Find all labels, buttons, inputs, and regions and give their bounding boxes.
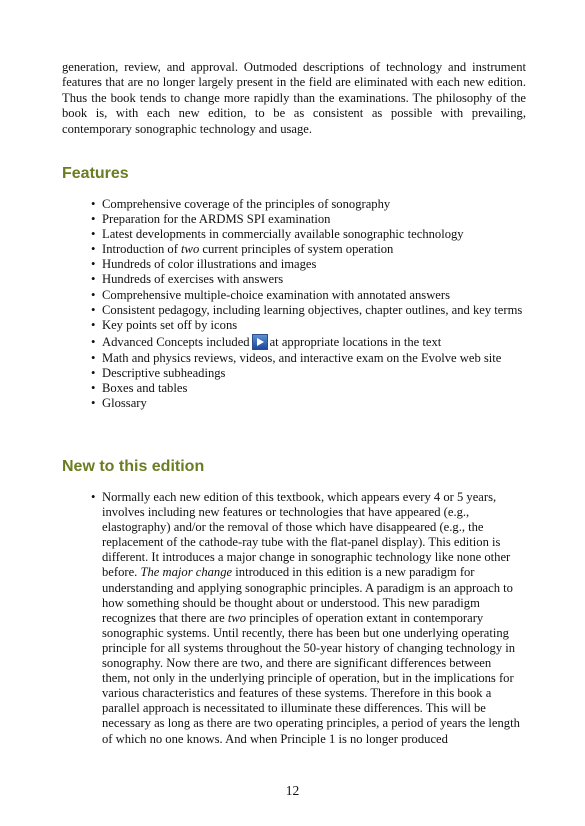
advanced-concepts-icon bbox=[252, 334, 268, 350]
new-edition-heading: New to this edition bbox=[62, 458, 205, 475]
item-emphasis: two bbox=[181, 242, 200, 257]
features-heading: Features bbox=[62, 165, 129, 182]
item-text: Introduction of bbox=[102, 242, 182, 257]
page-number: 12 bbox=[285, 783, 300, 798]
list-item: • Hundreds of exercises with answers bbox=[91, 272, 531, 287]
list-item: • Hundreds of color illustrations and images bbox=[91, 257, 531, 272]
item-emphasis: The major change bbox=[140, 565, 233, 580]
item-text: Advanced Concepts included bbox=[102, 334, 250, 349]
list-item bbox=[91, 333, 531, 351]
list-item: • Comprehensive multiple-choice examination with annotated answers bbox=[91, 288, 531, 303]
list-item: • Consistent pedagogy, including learning objectives, chapter outlines, and key terms bbox=[91, 303, 531, 318]
list-item: • Preparation for the ARDMS SPI examination bbox=[91, 212, 531, 227]
list-item bbox=[91, 242, 531, 257]
list-item: • Comprehensive coverage of the principles of sonography bbox=[91, 197, 531, 212]
list-item: • Glossary bbox=[91, 396, 531, 411]
list-item: • Boxes and tables bbox=[91, 381, 531, 396]
item-text: at appropriate locations in the text bbox=[269, 334, 442, 349]
item-emphasis: two bbox=[227, 610, 247, 625]
item-text: Normally each new edition of this textbook, which appears every 4 or 5 years, involves including new features or technologies that have appeared (e.g., elastography) and/or the removal of those which have disappeared (e.g., the replacement of the cathode-ray tube with the flat-panel display). This edition is different. It introduces a major change in sonographic technology like none other before. bbox=[102, 490, 511, 580]
item-text: principles of operation extant in contemporary sonographic systems. Until recently, there has been but one underlying operating principle for all systems throughout the 50-year history of changing technology in sonography. Now there are two, and there are significant differences between them, not only in the underlying principle of operation, but in the implications for various characteristics and features of these systems. Therefore in this book a parallel approach is necessitated to illuminate these differences. This will be necessary as long as there are two operating principles, a period of years the length of which no one knows. And when Principle 1 is no longer produced bbox=[102, 610, 520, 746]
list-item bbox=[91, 490, 521, 747]
item-text: introduced in this edition is a new paradigm for understanding and applying sonographic principles. A paradigm is an approach to how something should be thought about or understood. This new paradigm recognizes that there are bbox=[102, 565, 513, 625]
list-item: • Math and physics reviews, videos, and interactive exam on the Evolve web site bbox=[91, 351, 531, 366]
list-item: • Key points set off by icons bbox=[91, 318, 531, 333]
item-text: current principles of system operation bbox=[199, 242, 394, 257]
intro-paragraph: generation, review, and approval. Outmoded descriptions of technology and instrument features that are no longer largely present in the field are eliminated with each new edition. Thus the book tends to change more rapidly than the examinations. The philosophy of the book is, with each new edition, to be as consistent as possible with prevailing, contemporary sonographic technology and usage. bbox=[62, 60, 526, 136]
list-item: • Latest developments in commercially available sonographic technology bbox=[91, 227, 531, 242]
features-list bbox=[91, 197, 531, 411]
new-edition-list bbox=[91, 490, 521, 747]
list-item: • Descriptive subheadings bbox=[91, 366, 531, 381]
